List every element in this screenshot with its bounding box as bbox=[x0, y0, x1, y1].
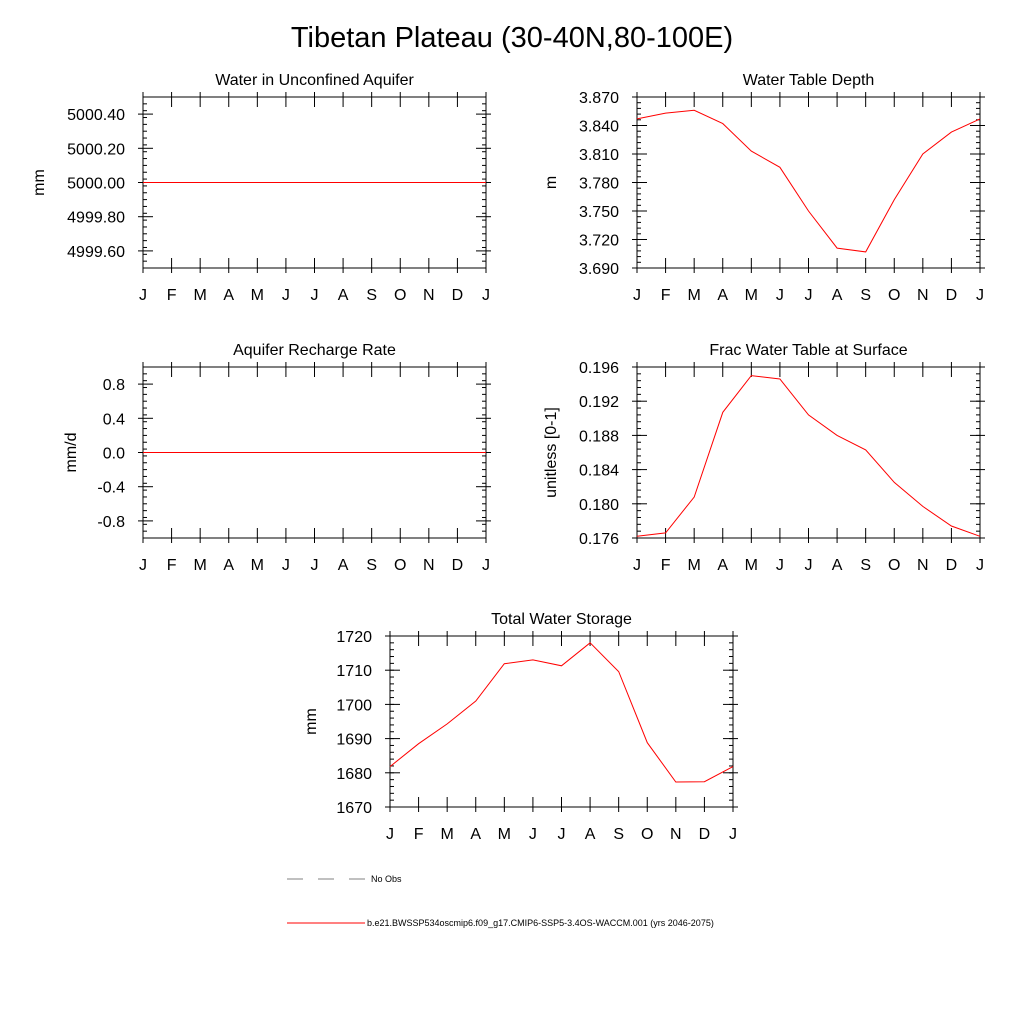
y-tick-label: 0.0 bbox=[102, 445, 125, 463]
x-tick-label: D bbox=[945, 557, 958, 574]
x-tick-label: O bbox=[888, 287, 901, 304]
figure-title: Tibetan Plateau (30-40N,80-100E) bbox=[290, 22, 734, 54]
x-tick-label: A bbox=[223, 287, 235, 304]
x-tick-label: M bbox=[744, 557, 758, 574]
x-tick-label: M bbox=[440, 826, 454, 843]
x-tick-label: N bbox=[917, 557, 929, 574]
x-tick-label: M bbox=[687, 557, 701, 574]
x-tick-label: S bbox=[366, 557, 378, 574]
panel-title: Total Water Storage bbox=[491, 611, 632, 628]
x-tick-label: A bbox=[584, 826, 596, 843]
x-tick-label: S bbox=[366, 287, 378, 304]
y-tick-label: 3.780 bbox=[578, 175, 619, 193]
x-tick-label: N bbox=[670, 826, 682, 843]
x-tick-label: F bbox=[413, 826, 424, 843]
y-tick-label: 4999.60 bbox=[67, 243, 125, 261]
x-tick-label: S bbox=[860, 557, 872, 574]
x-tick-label: F bbox=[660, 287, 671, 304]
x-tick-label: J bbox=[804, 287, 813, 304]
x-tick-label: O bbox=[394, 287, 407, 304]
x-tick-label: A bbox=[717, 557, 729, 574]
x-tick-label: A bbox=[831, 287, 843, 304]
panel-aquifer-recharge-rate bbox=[63, 342, 491, 574]
x-tick-label: J bbox=[976, 287, 984, 304]
y-tick-label: 0.180 bbox=[578, 496, 619, 514]
x-tick-label: S bbox=[613, 826, 625, 843]
y-tick-label: 5000.20 bbox=[67, 141, 125, 159]
x-tick-label: J bbox=[310, 287, 319, 304]
x-tick-label: J bbox=[386, 826, 394, 843]
y-axis-label: m bbox=[543, 175, 560, 190]
panel-total-water-storage bbox=[303, 611, 738, 843]
x-tick-label: J bbox=[139, 557, 147, 574]
panel-title: Frac Water Table at Surface bbox=[709, 342, 908, 359]
y-tick-label: 1690 bbox=[336, 731, 372, 749]
x-tick-label: D bbox=[945, 287, 958, 304]
x-tick-label: O bbox=[888, 557, 901, 574]
y-tick-label: 3.690 bbox=[578, 261, 619, 278]
x-tick-label: J bbox=[633, 287, 641, 304]
y-tick-label: 4999.80 bbox=[67, 209, 125, 227]
x-tick-label: J bbox=[557, 826, 566, 843]
x-tick-label: J bbox=[775, 557, 784, 574]
x-tick-label: F bbox=[166, 287, 177, 304]
x-tick-label: M bbox=[687, 287, 701, 304]
plot-frame bbox=[637, 367, 980, 538]
x-tick-label: J bbox=[804, 557, 813, 574]
x-tick-label: J bbox=[281, 557, 290, 574]
x-tick-label: A bbox=[717, 287, 729, 304]
y-tick-label: 0.176 bbox=[578, 531, 619, 548]
legend-model-label: b.e21.BWSSP534oscmip6.f09_g17.CMIP6-SSP5-3.4OS-WACCM.001 (yrs 2046-2075) bbox=[367, 918, 714, 928]
y-axis-label: mm bbox=[31, 169, 48, 196]
y-tick-label: 0.8 bbox=[102, 377, 125, 395]
y-axis-label: unitless [0-1] bbox=[543, 407, 560, 498]
y-tick-label: 3.720 bbox=[578, 232, 619, 250]
panel-title: Aquifer Recharge Rate bbox=[233, 342, 396, 359]
y-tick-label: 0.4 bbox=[102, 411, 125, 429]
x-tick-label: J bbox=[482, 287, 490, 304]
x-tick-label: O bbox=[641, 826, 654, 843]
y-tick-label: 5000.00 bbox=[67, 175, 125, 193]
x-tick-label: J bbox=[310, 557, 319, 574]
y-tick-label: 1670 bbox=[336, 800, 372, 817]
y-tick-label: 3.810 bbox=[578, 147, 619, 164]
y-tick-label: 0.196 bbox=[578, 360, 619, 377]
y-tick-label: 0.184 bbox=[578, 462, 619, 480]
x-tick-label: N bbox=[423, 557, 435, 574]
x-tick-label: M bbox=[250, 287, 264, 304]
x-tick-label: J bbox=[729, 826, 737, 843]
panel-title: Water in Unconfined Aquifer bbox=[215, 72, 414, 89]
x-tick-label: J bbox=[482, 557, 490, 574]
x-tick-label: S bbox=[860, 287, 872, 304]
x-tick-label: O bbox=[394, 557, 407, 574]
y-tick-label: 3.840 bbox=[578, 118, 619, 136]
x-tick-label: M bbox=[250, 557, 264, 574]
x-tick-label: F bbox=[166, 557, 177, 574]
x-tick-label: J bbox=[633, 557, 641, 574]
x-tick-label: A bbox=[831, 557, 843, 574]
y-axis-label: mm bbox=[303, 708, 320, 735]
y-tick-label: 1710 bbox=[336, 663, 372, 681]
y-tick-label: 0.192 bbox=[578, 394, 619, 412]
x-tick-label: M bbox=[744, 287, 758, 304]
legend bbox=[287, 874, 714, 928]
y-axis-label: mm/d bbox=[63, 432, 80, 473]
x-tick-label: D bbox=[451, 287, 464, 304]
y-tick-label: -0.4 bbox=[97, 479, 125, 497]
x-tick-label: D bbox=[698, 826, 711, 843]
legend-obs-label: No Obs bbox=[371, 874, 402, 884]
panel-title: Water Table Depth bbox=[742, 72, 875, 89]
x-tick-label: N bbox=[917, 287, 929, 304]
y-tick-label: 3.870 bbox=[578, 90, 619, 107]
x-tick-label: A bbox=[337, 287, 349, 304]
x-tick-label: J bbox=[775, 287, 784, 304]
panel-water-table-depth bbox=[543, 72, 985, 304]
x-tick-label: M bbox=[193, 287, 207, 304]
series-line bbox=[637, 110, 980, 252]
x-tick-label: M bbox=[193, 557, 207, 574]
x-tick-label: M bbox=[497, 826, 511, 843]
panel-water-in-unconfined-aquifer bbox=[31, 72, 491, 304]
x-tick-label: F bbox=[660, 557, 671, 574]
x-tick-label: J bbox=[528, 826, 537, 843]
series-line bbox=[637, 376, 980, 537]
y-tick-label: 5000.40 bbox=[67, 107, 125, 125]
series-line bbox=[390, 643, 733, 782]
y-tick-label: 1700 bbox=[336, 697, 372, 715]
y-tick-label: 1680 bbox=[336, 765, 372, 783]
y-tick-label: 0.188 bbox=[578, 428, 619, 446]
x-tick-label: A bbox=[470, 826, 482, 843]
x-tick-label: J bbox=[976, 557, 984, 574]
y-tick-label: -0.8 bbox=[97, 513, 125, 531]
x-tick-label: A bbox=[223, 557, 235, 574]
plot-frame bbox=[637, 97, 980, 268]
panel-frac-water-table-at-surface bbox=[543, 342, 985, 574]
x-tick-label: J bbox=[281, 287, 290, 304]
x-tick-label: J bbox=[139, 287, 147, 304]
y-tick-label: 1720 bbox=[336, 629, 372, 646]
x-tick-label: D bbox=[451, 557, 464, 574]
x-tick-label: N bbox=[423, 287, 435, 304]
plot-frame bbox=[390, 636, 733, 807]
x-tick-label: A bbox=[337, 557, 349, 574]
y-tick-label: 3.750 bbox=[578, 204, 619, 221]
